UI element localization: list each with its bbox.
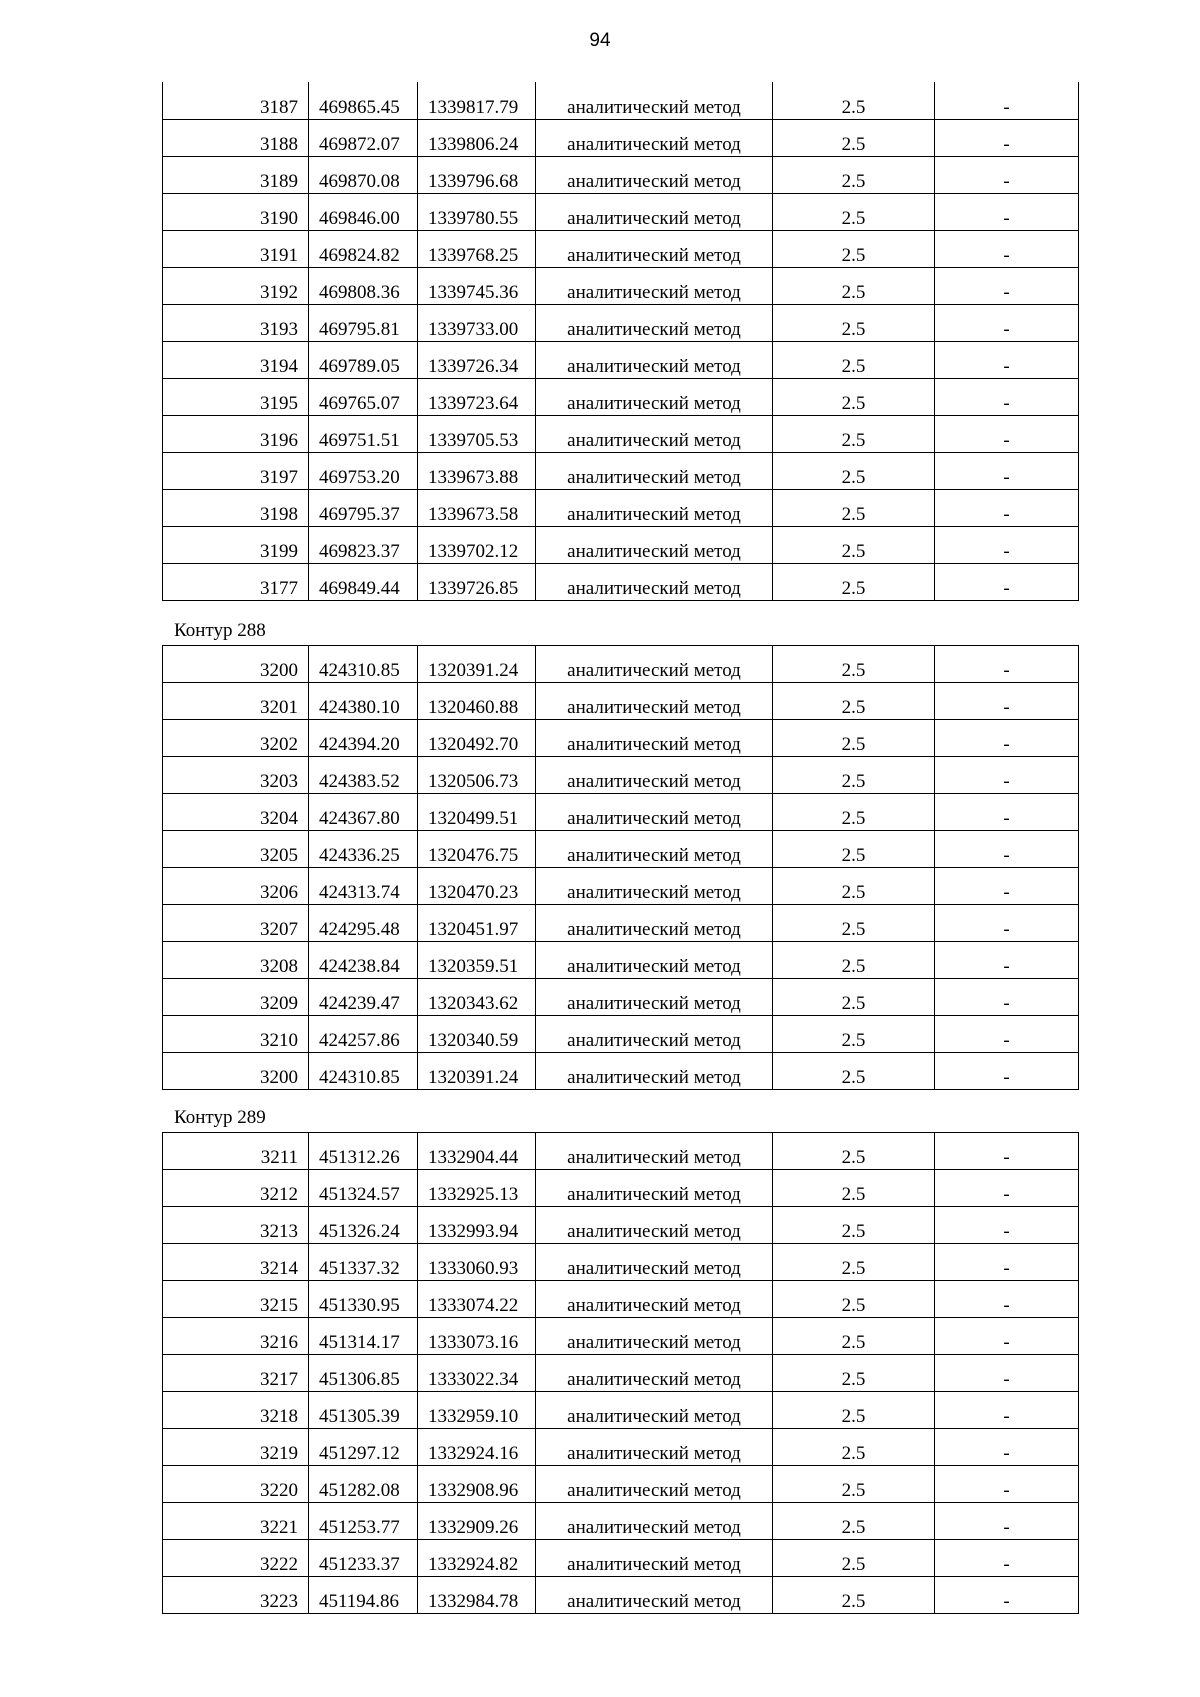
table-row: [163, 646, 1079, 683]
coordinates-table: [162, 645, 1079, 1090]
method-cell: аналитический метод: [536, 683, 773, 720]
note-cell: -: [935, 794, 1079, 831]
accuracy-cell: 2.5: [773, 341, 935, 378]
accuracy-cell: 2.5: [773, 1170, 935, 1207]
accuracy-cell: 2.5: [773, 1429, 935, 1466]
x-coordinate-cell: 469823.37: [309, 526, 418, 563]
method-cell: аналитический метод: [536, 1016, 773, 1053]
method-cell: аналитический метод: [536, 1355, 773, 1392]
x-coordinate-cell: 451324.57: [309, 1170, 418, 1207]
method-cell: аналитический метод: [536, 156, 773, 193]
point-number-cell: 3200: [163, 646, 309, 683]
point-number-cell: 3188: [163, 119, 309, 156]
accuracy-cell: 2.5: [773, 82, 935, 119]
note-cell: -: [935, 1281, 1079, 1318]
point-number-cell: 3190: [163, 193, 309, 230]
method-cell: аналитический метод: [536, 378, 773, 415]
accuracy-cell: 2.5: [773, 868, 935, 905]
table-row: [163, 415, 1079, 452]
note-cell: -: [935, 1466, 1079, 1503]
x-coordinate-cell: 469808.36: [309, 267, 418, 304]
point-number-cell: 3206: [163, 868, 309, 905]
note-cell: -: [935, 267, 1079, 304]
x-coordinate-cell: 424394.20: [309, 720, 418, 757]
coordinates-table: [162, 82, 1079, 601]
y-coordinate-cell: 1339817.79: [418, 82, 536, 119]
method-cell: аналитический метод: [536, 304, 773, 341]
y-coordinate-cell: 1339726.85: [418, 563, 536, 600]
method-cell: аналитический метод: [536, 905, 773, 942]
method-cell: аналитический метод: [536, 794, 773, 831]
note-cell: -: [935, 489, 1079, 526]
x-coordinate-cell: 424380.10: [309, 683, 418, 720]
note-cell: -: [935, 720, 1079, 757]
point-number-cell: 3200: [163, 1053, 309, 1090]
note-cell: -: [935, 452, 1079, 489]
x-coordinate-cell: 469753.20: [309, 452, 418, 489]
x-coordinate-cell: 469765.07: [309, 378, 418, 415]
point-number-cell: 3220: [163, 1466, 309, 1503]
table-row: [163, 526, 1079, 563]
note-cell: -: [935, 230, 1079, 267]
x-coordinate-cell: 451337.32: [309, 1244, 418, 1281]
y-coordinate-cell: 1339673.88: [418, 452, 536, 489]
y-coordinate-cell: 1320340.59: [418, 1016, 536, 1053]
method-cell: аналитический метод: [536, 119, 773, 156]
accuracy-cell: 2.5: [773, 452, 935, 489]
method-cell: аналитический метод: [536, 757, 773, 794]
point-number-cell: 3221: [163, 1503, 309, 1540]
contour-title-288: Контур 288: [174, 620, 266, 641]
point-number-cell: 3213: [163, 1207, 309, 1244]
accuracy-cell: 2.5: [773, 757, 935, 794]
y-coordinate-cell: 1333022.34: [418, 1355, 536, 1392]
accuracy-cell: 2.5: [773, 720, 935, 757]
section-continuation: [162, 82, 1078, 601]
point-number-cell: 3192: [163, 267, 309, 304]
point-number-cell: 3208: [163, 942, 309, 979]
table-row: [163, 1466, 1079, 1503]
table-row: [163, 341, 1079, 378]
note-cell: -: [935, 1577, 1079, 1614]
table-row: [163, 979, 1079, 1016]
section-contour-289: [162, 1132, 1078, 1614]
note-cell: -: [935, 304, 1079, 341]
point-number-cell: 3205: [163, 831, 309, 868]
x-coordinate-cell: 469751.51: [309, 415, 418, 452]
y-coordinate-cell: 1320506.73: [418, 757, 536, 794]
note-cell: -: [935, 1170, 1079, 1207]
accuracy-cell: 2.5: [773, 193, 935, 230]
table-row: [163, 489, 1079, 526]
accuracy-cell: 2.5: [773, 1318, 935, 1355]
method-cell: аналитический метод: [536, 1466, 773, 1503]
table-row: [163, 230, 1079, 267]
accuracy-cell: 2.5: [773, 1466, 935, 1503]
point-number-cell: 3194: [163, 341, 309, 378]
point-number-cell: 3187: [163, 82, 309, 119]
y-coordinate-cell: 1339806.24: [418, 119, 536, 156]
note-cell: -: [935, 1392, 1079, 1429]
y-coordinate-cell: 1333073.16: [418, 1318, 536, 1355]
accuracy-cell: 2.5: [773, 489, 935, 526]
table-row: [163, 304, 1079, 341]
accuracy-cell: 2.5: [773, 230, 935, 267]
y-coordinate-cell: 1320391.24: [418, 646, 536, 683]
y-coordinate-cell: 1320476.75: [418, 831, 536, 868]
table-row: [163, 1355, 1079, 1392]
point-number-cell: 3202: [163, 720, 309, 757]
point-number-cell: 3198: [163, 489, 309, 526]
x-coordinate-cell: 469795.37: [309, 489, 418, 526]
point-number-cell: 3210: [163, 1016, 309, 1053]
y-coordinate-cell: 1332924.16: [418, 1429, 536, 1466]
y-coordinate-cell: 1339768.25: [418, 230, 536, 267]
y-coordinate-cell: 1332993.94: [418, 1207, 536, 1244]
note-cell: -: [935, 193, 1079, 230]
y-coordinate-cell: 1332925.13: [418, 1170, 536, 1207]
x-coordinate-cell: 451306.85: [309, 1355, 418, 1392]
table-row: [163, 563, 1079, 600]
note-cell: -: [935, 942, 1079, 979]
method-cell: аналитический метод: [536, 415, 773, 452]
note-cell: -: [935, 526, 1079, 563]
method-cell: аналитический метод: [536, 720, 773, 757]
table-row: [163, 1318, 1079, 1355]
point-number-cell: 3207: [163, 905, 309, 942]
x-coordinate-cell: 424238.84: [309, 942, 418, 979]
table-row: [163, 794, 1079, 831]
table-row: [163, 1207, 1079, 1244]
accuracy-cell: 2.5: [773, 267, 935, 304]
y-coordinate-cell: 1320492.70: [418, 720, 536, 757]
point-number-cell: 3211: [163, 1133, 309, 1170]
x-coordinate-cell: 424310.85: [309, 1053, 418, 1090]
x-coordinate-cell: 451233.37: [309, 1540, 418, 1577]
point-number-cell: 3222: [163, 1540, 309, 1577]
accuracy-cell: 2.5: [773, 1577, 935, 1614]
y-coordinate-cell: 1332984.78: [418, 1577, 536, 1614]
accuracy-cell: 2.5: [773, 1053, 935, 1090]
point-number-cell: 3193: [163, 304, 309, 341]
section-contour-288: [162, 645, 1078, 1090]
note-cell: -: [935, 415, 1079, 452]
method-cell: аналитический метод: [536, 831, 773, 868]
x-coordinate-cell: 424383.52: [309, 757, 418, 794]
y-coordinate-cell: 1320499.51: [418, 794, 536, 831]
point-number-cell: 3218: [163, 1392, 309, 1429]
table-row: [163, 82, 1079, 119]
method-cell: аналитический метод: [536, 341, 773, 378]
table-row: [163, 1016, 1079, 1053]
method-cell: аналитический метод: [536, 452, 773, 489]
table-row: [163, 119, 1079, 156]
accuracy-cell: 2.5: [773, 831, 935, 868]
accuracy-cell: 2.5: [773, 1244, 935, 1281]
method-cell: аналитический метод: [536, 1503, 773, 1540]
note-cell: -: [935, 683, 1079, 720]
y-coordinate-cell: 1320470.23: [418, 868, 536, 905]
point-number-cell: 3217: [163, 1355, 309, 1392]
y-coordinate-cell: 1320359.51: [418, 942, 536, 979]
table-row: [163, 1281, 1079, 1318]
method-cell: аналитический метод: [536, 193, 773, 230]
accuracy-cell: 2.5: [773, 119, 935, 156]
table-row: [163, 1540, 1079, 1577]
accuracy-cell: 2.5: [773, 1392, 935, 1429]
point-number-cell: 3203: [163, 757, 309, 794]
accuracy-cell: 2.5: [773, 563, 935, 600]
accuracy-cell: 2.5: [773, 905, 935, 942]
table-row: [163, 1244, 1079, 1281]
note-cell: -: [935, 1133, 1079, 1170]
table-row: [163, 1170, 1079, 1207]
method-cell: аналитический метод: [536, 563, 773, 600]
table-row: [163, 452, 1079, 489]
table-row: [163, 720, 1079, 757]
coordinates-table: [162, 1132, 1079, 1614]
accuracy-cell: 2.5: [773, 526, 935, 563]
note-cell: -: [935, 378, 1079, 415]
method-cell: аналитический метод: [536, 82, 773, 119]
accuracy-cell: 2.5: [773, 646, 935, 683]
accuracy-cell: 2.5: [773, 156, 935, 193]
x-coordinate-cell: 469824.82: [309, 230, 418, 267]
method-cell: аналитический метод: [536, 1577, 773, 1614]
y-coordinate-cell: 1339702.12: [418, 526, 536, 563]
point-number-cell: 3191: [163, 230, 309, 267]
table-row: [163, 757, 1079, 794]
y-coordinate-cell: 1332909.26: [418, 1503, 536, 1540]
note-cell: -: [935, 979, 1079, 1016]
method-cell: аналитический метод: [536, 979, 773, 1016]
accuracy-cell: 2.5: [773, 1540, 935, 1577]
table-row: [163, 156, 1079, 193]
point-number-cell: 3223: [163, 1577, 309, 1614]
x-coordinate-cell: 424257.86: [309, 1016, 418, 1053]
table-row: [163, 378, 1079, 415]
x-coordinate-cell: 451314.17: [309, 1318, 418, 1355]
point-number-cell: 3177: [163, 563, 309, 600]
note-cell: -: [935, 1540, 1079, 1577]
x-coordinate-cell: 424310.85: [309, 646, 418, 683]
method-cell: аналитический метод: [536, 1318, 773, 1355]
table-row: [163, 1133, 1079, 1170]
table-row: [163, 831, 1079, 868]
x-coordinate-cell: 451297.12: [309, 1429, 418, 1466]
note-cell: -: [935, 757, 1079, 794]
accuracy-cell: 2.5: [773, 979, 935, 1016]
accuracy-cell: 2.5: [773, 942, 935, 979]
table-row: [163, 1392, 1079, 1429]
method-cell: аналитический метод: [536, 1170, 773, 1207]
page-number: 94: [589, 30, 611, 51]
note-cell: -: [935, 119, 1079, 156]
table-row: [163, 1429, 1079, 1466]
note-cell: -: [935, 1318, 1079, 1355]
point-number-cell: 3189: [163, 156, 309, 193]
y-coordinate-cell: 1339726.34: [418, 341, 536, 378]
point-number-cell: 3214: [163, 1244, 309, 1281]
note-cell: -: [935, 1053, 1079, 1090]
note-cell: -: [935, 1429, 1079, 1466]
table-row: [163, 868, 1079, 905]
y-coordinate-cell: 1339780.55: [418, 193, 536, 230]
y-coordinate-cell: 1339745.36: [418, 267, 536, 304]
note-cell: -: [935, 156, 1079, 193]
method-cell: аналитический метод: [536, 1540, 773, 1577]
note-cell: -: [935, 646, 1079, 683]
point-number-cell: 3199: [163, 526, 309, 563]
x-coordinate-cell: 469865.45: [309, 82, 418, 119]
accuracy-cell: 2.5: [773, 1133, 935, 1170]
x-coordinate-cell: 469846.00: [309, 193, 418, 230]
table-row: [163, 267, 1079, 304]
method-cell: аналитический метод: [536, 1207, 773, 1244]
accuracy-cell: 2.5: [773, 1503, 935, 1540]
point-number-cell: 3197: [163, 452, 309, 489]
x-coordinate-cell: 469849.44: [309, 563, 418, 600]
y-coordinate-cell: 1320460.88: [418, 683, 536, 720]
table-row: [163, 905, 1079, 942]
note-cell: -: [935, 831, 1079, 868]
note-cell: -: [935, 1503, 1079, 1540]
x-coordinate-cell: 451312.26: [309, 1133, 418, 1170]
accuracy-cell: 2.5: [773, 1016, 935, 1053]
x-coordinate-cell: 424313.74: [309, 868, 418, 905]
x-coordinate-cell: 469795.81: [309, 304, 418, 341]
method-cell: аналитический метод: [536, 1392, 773, 1429]
accuracy-cell: 2.5: [773, 378, 935, 415]
y-coordinate-cell: 1332959.10: [418, 1392, 536, 1429]
accuracy-cell: 2.5: [773, 415, 935, 452]
method-cell: аналитический метод: [536, 868, 773, 905]
accuracy-cell: 2.5: [773, 794, 935, 831]
y-coordinate-cell: 1333060.93: [418, 1244, 536, 1281]
x-coordinate-cell: 424367.80: [309, 794, 418, 831]
x-coordinate-cell: 451253.77: [309, 1503, 418, 1540]
note-cell: -: [935, 82, 1079, 119]
method-cell: аналитический метод: [536, 646, 773, 683]
x-coordinate-cell: 451305.39: [309, 1392, 418, 1429]
y-coordinate-cell: 1339723.64: [418, 378, 536, 415]
method-cell: аналитический метод: [536, 230, 773, 267]
method-cell: аналитический метод: [536, 1133, 773, 1170]
method-cell: аналитический метод: [536, 1053, 773, 1090]
table-row: [163, 1053, 1079, 1090]
note-cell: -: [935, 563, 1079, 600]
point-number-cell: 3209: [163, 979, 309, 1016]
note-cell: -: [935, 1355, 1079, 1392]
x-coordinate-cell: 424295.48: [309, 905, 418, 942]
x-coordinate-cell: 451282.08: [309, 1466, 418, 1503]
x-coordinate-cell: 469870.08: [309, 156, 418, 193]
point-number-cell: 3195: [163, 378, 309, 415]
point-number-cell: 3212: [163, 1170, 309, 1207]
method-cell: аналитический метод: [536, 1429, 773, 1466]
point-number-cell: 3219: [163, 1429, 309, 1466]
y-coordinate-cell: 1332924.82: [418, 1540, 536, 1577]
table-row: [163, 1577, 1079, 1614]
y-coordinate-cell: 1332908.96: [418, 1466, 536, 1503]
accuracy-cell: 2.5: [773, 304, 935, 341]
y-coordinate-cell: 1320451.97: [418, 905, 536, 942]
y-coordinate-cell: 1339673.58: [418, 489, 536, 526]
method-cell: аналитический метод: [536, 1244, 773, 1281]
x-coordinate-cell: 451326.24: [309, 1207, 418, 1244]
y-coordinate-cell: 1339796.68: [418, 156, 536, 193]
y-coordinate-cell: 1332904.44: [418, 1133, 536, 1170]
note-cell: -: [935, 868, 1079, 905]
note-cell: -: [935, 341, 1079, 378]
accuracy-cell: 2.5: [773, 1281, 935, 1318]
method-cell: аналитический метод: [536, 942, 773, 979]
accuracy-cell: 2.5: [773, 683, 935, 720]
method-cell: аналитический метод: [536, 526, 773, 563]
point-number-cell: 3204: [163, 794, 309, 831]
y-coordinate-cell: 1339705.53: [418, 415, 536, 452]
note-cell: -: [935, 1207, 1079, 1244]
y-coordinate-cell: 1339733.00: [418, 304, 536, 341]
point-number-cell: 3201: [163, 683, 309, 720]
x-coordinate-cell: 469789.05: [309, 341, 418, 378]
point-number-cell: 3215: [163, 1281, 309, 1318]
point-number-cell: 3216: [163, 1318, 309, 1355]
x-coordinate-cell: 451194.86: [309, 1577, 418, 1614]
table-row: [163, 942, 1079, 979]
accuracy-cell: 2.5: [773, 1355, 935, 1392]
contour-title-289: Контур 289: [174, 1107, 266, 1128]
x-coordinate-cell: 451330.95: [309, 1281, 418, 1318]
y-coordinate-cell: 1333074.22: [418, 1281, 536, 1318]
accuracy-cell: 2.5: [773, 1207, 935, 1244]
table-row: [163, 193, 1079, 230]
point-number-cell: 3196: [163, 415, 309, 452]
table-row: [163, 1503, 1079, 1540]
y-coordinate-cell: 1320343.62: [418, 979, 536, 1016]
note-cell: -: [935, 1244, 1079, 1281]
table-row: [163, 683, 1079, 720]
x-coordinate-cell: 469872.07: [309, 119, 418, 156]
note-cell: -: [935, 905, 1079, 942]
method-cell: аналитический метод: [536, 489, 773, 526]
x-coordinate-cell: 424336.25: [309, 831, 418, 868]
note-cell: -: [935, 1016, 1079, 1053]
x-coordinate-cell: 424239.47: [309, 979, 418, 1016]
y-coordinate-cell: 1320391.24: [418, 1053, 536, 1090]
method-cell: аналитический метод: [536, 1281, 773, 1318]
method-cell: аналитический метод: [536, 267, 773, 304]
